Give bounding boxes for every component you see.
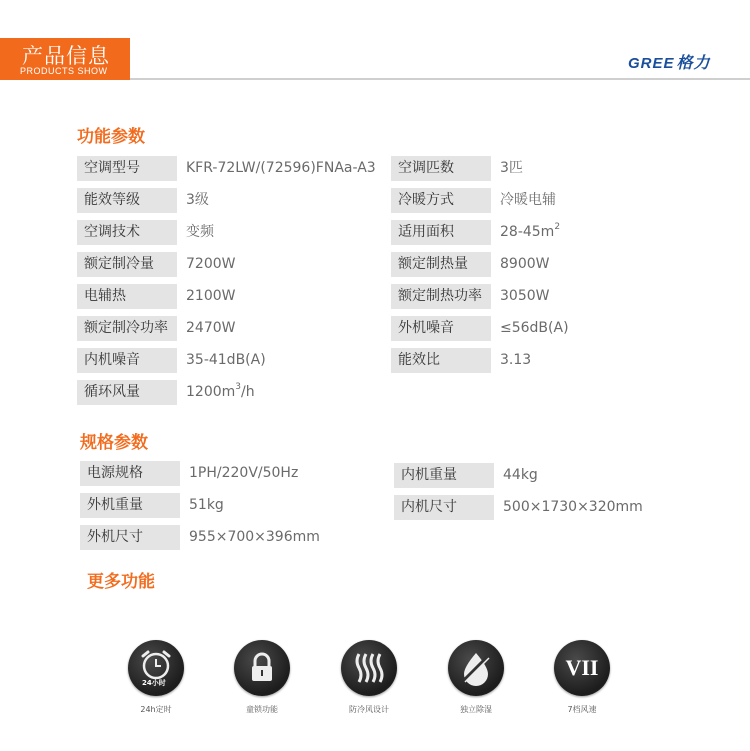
- param-value: 955×700×396mm: [189, 529, 320, 545]
- feature-label: 防冷风设计: [349, 705, 389, 714]
- param-value: 3级: [186, 192, 209, 208]
- param-label: 额定制热量: [391, 252, 491, 277]
- param-label: 能效等级: [77, 188, 177, 213]
- roman-seven-icon: [554, 640, 610, 696]
- water-drop-icon: [448, 640, 504, 696]
- header-title: 产品信息: [22, 44, 110, 68]
- param-value: 变频: [186, 224, 214, 240]
- param-label: 内机噪音: [77, 348, 177, 373]
- gree-logo: [628, 50, 711, 73]
- param-label: 电源规格: [80, 461, 180, 486]
- param-label: 空调技术: [77, 220, 177, 245]
- param-value: 2470W: [186, 320, 236, 336]
- param-value: 500×1730×320mm: [503, 499, 643, 515]
- alarm-clock-icon: [128, 640, 184, 696]
- section-title-more: 更多功能: [87, 572, 155, 592]
- fan-speed-badge: VII: [565, 655, 599, 680]
- param-label: 空调匹数: [391, 156, 491, 181]
- param-value: 3050W: [500, 288, 550, 304]
- area-number: 28-45m: [500, 224, 555, 240]
- param-label: 外机尺寸: [80, 525, 180, 550]
- param-value: 3.13: [500, 352, 532, 368]
- feature-label: 独立除湿: [460, 705, 492, 714]
- airflow-unit: /h: [241, 384, 255, 400]
- param-value: 51kg: [189, 497, 224, 513]
- param-label: 外机重量: [80, 493, 180, 518]
- area-exponent: 2: [554, 222, 561, 232]
- param-value: 44kg: [503, 467, 538, 483]
- header-divider: [130, 78, 750, 80]
- feature-anti-cold: [319, 640, 419, 715]
- param-value-area: [500, 220, 560, 245]
- feature-fan-speed: [532, 640, 632, 715]
- param-label: 额定制热功率: [391, 284, 491, 309]
- param-label: 内机尺寸: [394, 495, 494, 520]
- param-label: 外机噪音: [391, 316, 491, 341]
- param-label: 冷暖方式: [391, 188, 491, 213]
- logo-mark: 格力: [676, 55, 711, 72]
- wavy-airflow-icon: [341, 640, 397, 696]
- feature-dehumidify: [426, 640, 526, 715]
- param-value: 1PH/220V/50Hz: [189, 465, 299, 481]
- section-title-function: 功能参数: [77, 127, 145, 147]
- padlock-icon: [234, 640, 290, 696]
- feature-label: 24h定时: [140, 705, 172, 714]
- feature-label: 7档风速: [567, 705, 597, 714]
- param-value-airflow: [186, 380, 255, 405]
- feature-label: 童锁功能: [246, 705, 278, 714]
- header-subtitle: PRODUCTS SHOW: [20, 66, 108, 76]
- param-label: 额定制冷量: [77, 252, 177, 277]
- airflow-exponent: 3: [235, 382, 242, 392]
- param-value: KFR-72LW/(72596)FNAa-A3: [186, 160, 376, 176]
- logo-text: GREE: [628, 55, 675, 72]
- airflow-number: 1200m: [186, 384, 236, 400]
- param-label: 空调型号: [77, 156, 177, 181]
- param-label: 能效比: [391, 348, 491, 373]
- param-label: 适用面积: [391, 220, 491, 245]
- param-label: 电辅热: [77, 284, 177, 309]
- param-label: 内机重量: [394, 463, 494, 488]
- feature-timer: [106, 640, 206, 715]
- section-title-spec: 规格参数: [80, 433, 148, 453]
- param-label: 循环风量: [77, 380, 177, 405]
- param-label: 额定制冷功率: [77, 316, 177, 341]
- header-tab: [0, 38, 130, 80]
- param-value: 2100W: [186, 288, 236, 304]
- param-value: 冷暖电辅: [500, 192, 556, 208]
- feature-child-lock: [212, 640, 312, 715]
- param-value: 3匹: [500, 160, 523, 176]
- param-value: 35-41dB(A): [186, 352, 266, 368]
- timer-badge: 24小时: [142, 679, 166, 687]
- param-value: 7200W: [186, 256, 236, 272]
- param-value: ≤56dB(A): [500, 320, 569, 336]
- param-value: 8900W: [500, 256, 550, 272]
